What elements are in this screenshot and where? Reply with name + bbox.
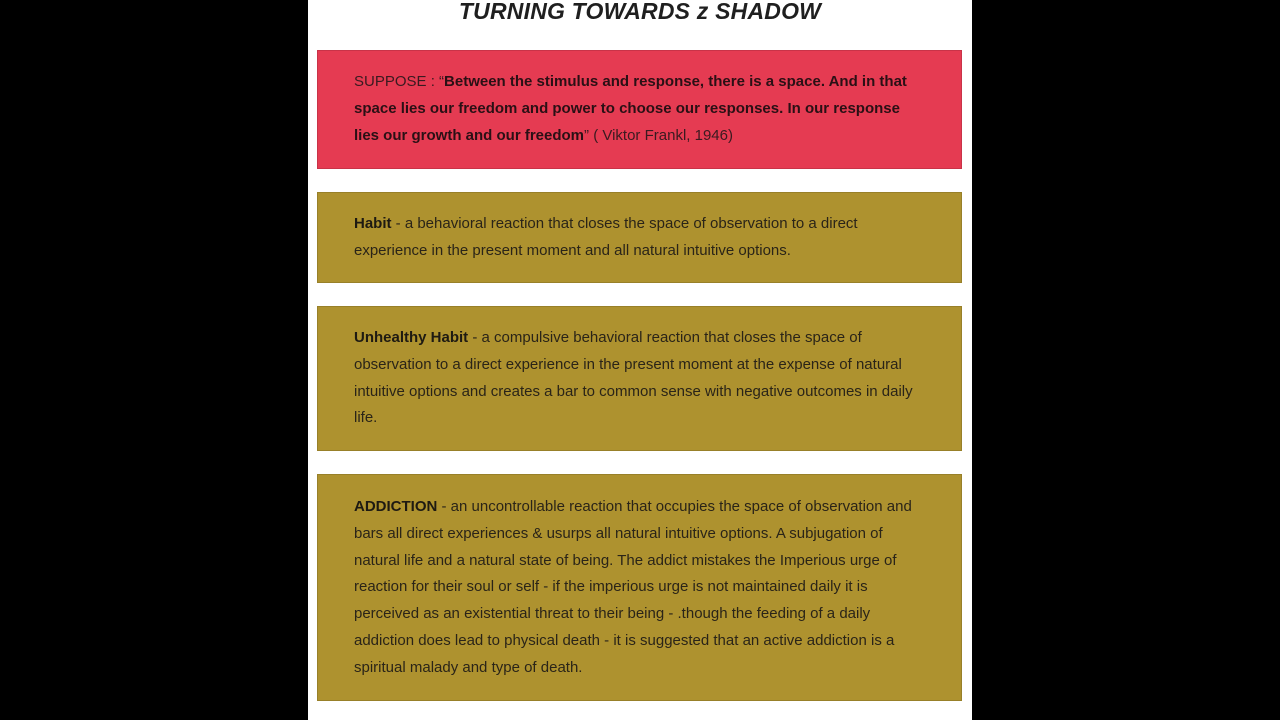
suppose-quote-box: [317, 50, 962, 169]
quote-citation: ” ( Viktor Frankl, 1946): [584, 126, 733, 144]
habit-definition-box: [317, 192, 962, 283]
unhealthy-habit-term: Unhealthy Habit: [354, 329, 469, 346]
addiction-definition-box: [317, 474, 962, 701]
habit-term: Habit: [354, 215, 392, 232]
addiction-term: ADDICTION: [354, 498, 438, 515]
unhealthy-habit-definition: - a compulsive behavioral reaction that closes the space of observation to a direct experience in the present moment at the expense of natural intuitive options and creates a bar to common sense with negative outcomes in daily life.: [354, 329, 913, 427]
page-title: TURNING TOWARDS z SHADOW: [458, 0, 822, 24]
addiction-definition: - an uncontrollable reaction that occupies the space of observation and bars all direct experiences & usurps all natural intuitive options. A subjugation of natural life and a natural state of being. The addict mistakes the Imperious urge of reaction for their soul or self - if the imperious urge is not maintained daily it is perceived as an existential threat to their being - .though the feeding of a daily addiction does lead to physical death - it is suggested that an active addiction is a spiritual malady and type of death.: [354, 498, 912, 676]
frankl-quote: Between the stimulus and response, there is a space. And in that space lies our freedom and power to choose our responses. In our response lies our growth and our freedom: [354, 73, 907, 144]
document-page: [308, 0, 972, 720]
suppose-prefix: SUPPOSE : “: [354, 73, 445, 90]
habit-definition: - a behavioral reaction that closes the space of observation to a direct experience in the present moment and all natural intuitive options.: [354, 215, 858, 259]
unhealthy-habit-definition-box: [317, 306, 962, 451]
